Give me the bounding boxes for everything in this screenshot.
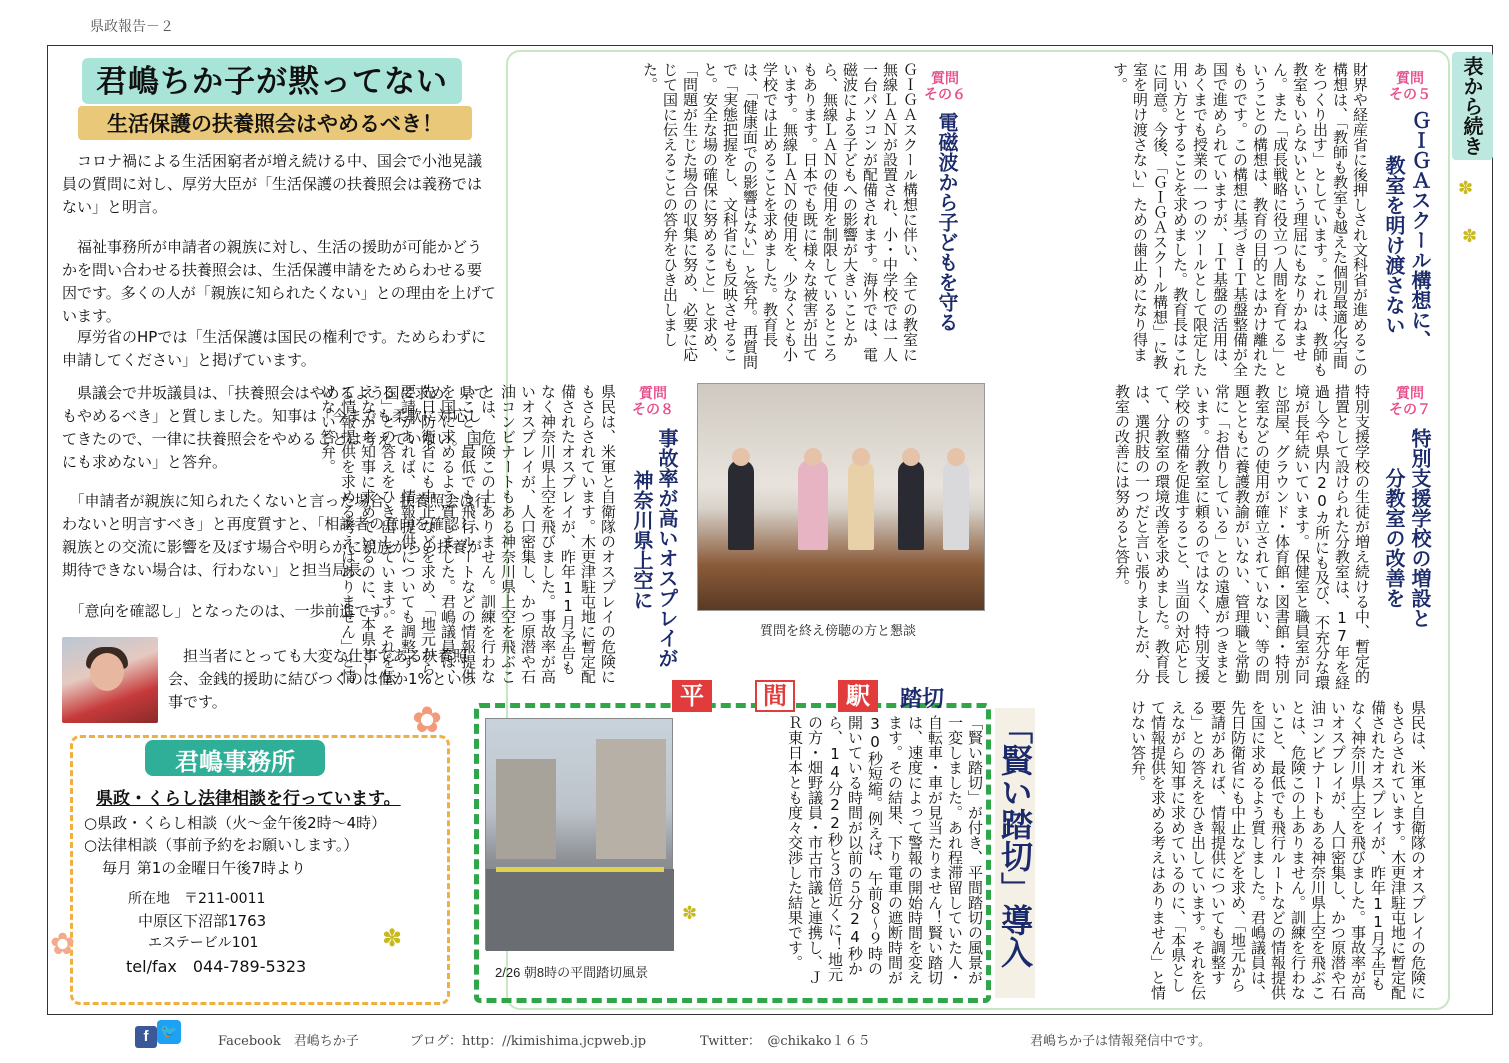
- crossing-label: 踏切: [900, 687, 945, 712]
- q8-body-part2: [1129, 700, 1428, 1000]
- photo-caption: 2/26 朝8時の平間踏切風景: [495, 965, 649, 980]
- question-badge: [917, 70, 973, 102]
- q5-body: 財界や経産省に後押しされ文科省が進めるこの構想は、「教師も教室も越えた個別最適化空間をつくり出す」としています。これは、教師も教室もいらないという理屈にもなりかねません。また「成長戦略に役立つ人間を育てる」ということの構想は、教育の目的とはかけ離れたものです。この構想に基づきＩＴ基盤整備が全国で進められていますが、ＩＴ基盤の活用は、あくまでも授業の一つのツールとして限定した用い方とすることを求めました。教育長はこれに同意。今後、「ＧＩＧＡスクール構想」に教室を明け渡さない」ための歯止めになり得ます。: [1111, 62, 1369, 377]
- question-badge: [1382, 385, 1438, 417]
- footer-note: 君嶋ちか子は情報発信中です。: [1030, 1033, 1211, 1048]
- q7-heading: 分教室の改善を: [1382, 468, 1406, 608]
- crossing-heading: 「賢い踏切」導入: [996, 712, 1034, 968]
- continued-tab: 表から続き: [1452, 52, 1493, 160]
- badge-label: 質問: [1396, 385, 1424, 401]
- sns-icons: [135, 1020, 185, 1050]
- footer-blog[interactable]: ブログ：http：//kimishima.jcpweb.jp: [410, 1034, 647, 1049]
- photo-caption: 質問を終え傍聴の方と懇談: [760, 623, 917, 638]
- page-title: 君嶋ちか子が黙ってない: [96, 64, 448, 100]
- office-title: 君嶋事務所: [175, 748, 295, 776]
- office-address: 中原区下沼部1763: [138, 912, 267, 930]
- page-label: 県政報告－２: [90, 19, 174, 35]
- footer-facebook[interactable]: Facebook 君嶋ちか子: [218, 1034, 359, 1049]
- office-address-label: 所在地 〒211-0011: [128, 891, 266, 907]
- office-address: エステービル101: [148, 935, 259, 951]
- q7-body: 特別支援学校の生徒が増え続ける中、暫定的措置として設けられた分教室は、17年を経過し今や県内20カ所にも及び、不充分な環境が長年続いています。保健室と職員室が同じ部屋、グラウンド・体育館・図書館・特別教室などの使用が確立されていない、等の問題とともに養護教諭がいない、管理職と常勤常に「お借りしている」との遠慮がつきまといます。分教室に頼るのではなく、特別支援学校の整備を促進すること、当面の対応として、分教室の環境改善を求めました。教育長は、選択肢の一つだと言い張りましたが、分教室の改善には努めると答弁。: [1113, 384, 1371, 690]
- dandelion-icon: ✽: [382, 924, 403, 952]
- paragraph: 厚労省のHPでは「生活保護は国民の権利です。ためらわずに申請してください」と掲げています。: [62, 328, 487, 369]
- office-line: 毎月 第1の金曜日午後7時より: [102, 859, 306, 877]
- q8-heading: 神奈川県上空に: [630, 470, 654, 610]
- office-tel: tel/fax 044-789-5323: [126, 957, 307, 976]
- page-subtitle: 生活保護の扶養照会はやめるべき！: [107, 112, 443, 136]
- q8-continued-text: 県民は、米軍と自衛隊のオスプレイの危険にもさらされています。木更津駐屯地に暫定配備されたオスプレイが、昨年11月予告もなく神奈川県上空を飛びました。事故率が高いオスプレイが、人口密集し、かつ原潜や石油コンビナートもある神奈川県上空を飛ぶことは、危険この上ありません。訓練を行わないこと、最低でも飛行ルートなどの情報提供を国に求めるよう質しました。君嶋議員は、先日防衛省にも中止などを求め、「地元から要請があれば、情報提供についても調整する」との答えをひき出しています。それを伝えながら知事に求めているのに、「本県として情報提供を求める考えはありません」と情けない答弁。: [1129, 700, 1427, 1000]
- badge-number: その８: [632, 401, 674, 417]
- candidate-photo: [62, 637, 158, 723]
- station-char: 駅: [838, 680, 878, 712]
- station-char: 間: [755, 680, 795, 712]
- q8-body-part1: 県民は、米軍と自衛隊のオスプレイの危険にもさらされています。木更津駐屯地に暫定配備されたオスプレイが、昨年11月予告もなく神奈川県上空を飛びました。事故率が高いオスプレイが、人口密集し、かつ原潜や石油コンビナートもある神奈川県上空を飛ぶことは、危険この上ありません。訓練を行わないこと、最低でも飛行ルートなどの情報提供を国に求めるよう質しました。君嶋議員は、先日防衛省にも中止などを求め、「地元から要請があれば、情報提供についても調整する」との答えをひき出しています。それを伝えながら知事に求めているのに、「本県として情報提供を求める考えはありません」と情けない答弁。: [319, 384, 617, 684]
- paragraph: 福祉事務所が申請者の親族に対し、生活の援助が可能かどうかを問い合わせる扶養照会は、生活保護申請をためらわせる要因です。多くの人が「親族に知られたくない」との理由を上げています。: [62, 238, 496, 325]
- question-badge: [625, 385, 681, 417]
- paragraph: 県議会で井坂議員は、「扶養照会はやめるよう国に求め、県でもやめるべき」と質しました。知事は「今までも柔軟に対応してきたので、一律に扶養照会をやめることは考えていない。国にも求めない」と答弁。: [62, 384, 489, 471]
- dandelion-icon: ✽: [682, 903, 698, 924]
- paragraph: 「申請者が親族に知られたくないと言った場合、扶養照会は行わないと明言すべき」と再度質すと、「相談者の意向を確認し、親族との交流に影響を及ぼす場合や明らかに親族からの扶養が期待できない場合は、行わない」と担当局長。: [62, 492, 490, 579]
- crossing-body: 「賢い踏切」が付き、平間踏切の風景が一変しました。あれ程滞留していた人・自転車・車が見当たりません！賢い踏切は、速度によって警報の開始時間を変えます。その結果、下り電車の遮断時間が30秒短縮。例えば、午前８～９時の開いている時間が以前の５分24秒から、14分22秒と３倍近くに！地元の方・畑野議員・市古市議と連携し、ＪＲ東日本とも度々交渉した結果です。: [786, 715, 984, 985]
- q8-heading: 事故率が高いオスプレイが: [655, 428, 679, 668]
- station-char: 平: [672, 680, 712, 712]
- dandelion-icon: ✽: [1458, 178, 1474, 199]
- footer-twitter[interactable]: Twitter： @chikako１６５: [700, 1034, 871, 1049]
- dandelion-icon: ✽: [1462, 226, 1478, 247]
- twitter-icon[interactable]: 🐦: [157, 1020, 181, 1044]
- question-badge: [1382, 70, 1438, 102]
- badge-number: その７: [1389, 401, 1431, 417]
- q7-heading: 特別支援学校の増設と: [1408, 428, 1432, 628]
- facebook-icon[interactable]: f: [135, 1026, 157, 1048]
- paragraph: 「意向を確認し」となったのは、一歩前進です。: [62, 602, 399, 620]
- badge-label: 質問: [931, 70, 959, 86]
- meeting-photo: [697, 383, 985, 611]
- q5-heading: ＧＩＧＡスクール構想に、: [1408, 110, 1432, 350]
- office-line: ○県政・くらし相談（火～金午後2時～4時）: [84, 814, 387, 832]
- q5-heading: 教室を明け渡さない: [1382, 155, 1406, 335]
- badge-label: 質問: [639, 385, 667, 401]
- paragraph: 担当者にとっても大変な仕事である扶養照会、金銭的援助に結びつくのは僅か1%という事です。: [168, 647, 477, 711]
- flower-icon: ✿: [412, 700, 443, 741]
- crossing-photo: [485, 718, 673, 950]
- office-headline: 県政・くらし法律相談を行っています。: [96, 789, 401, 809]
- office-line: ○法律相談（事前予約をお願いします。）: [84, 836, 359, 854]
- badge-label: 質問: [1396, 70, 1424, 86]
- flower-icon: ✿: [50, 927, 76, 962]
- badge-number: その６: [924, 86, 966, 102]
- q6-heading: 電磁波から子どもを守る: [935, 112, 959, 332]
- paragraph: コロナ禍による生活困窮者が増え続ける中、国会で小池晃議員の質問に対し、厚労大臣が「生活保護の扶養照会は義務ではない」と明言。: [62, 152, 483, 216]
- badge-number: その５: [1389, 86, 1431, 102]
- q6-body: ＧＩＧＡスクール構想に伴い、全ての教室に無線ＬＡＮが設置され、小・中学校では一人一台パソコンが配備されます。海外では、電磁波による子どもへの影響が大きいことから、無線ＬＡＮの使用を制限しているところもあります。日本でも既に様々な被害が出ています。無線ＬＡＮの使用を、少なくとも小学校では止めることを求めました。教育長は、「健康面での影響はない」と答弁。再質問で「実態把握をし、文科省にも反映させること。安全な場の確保に努めること」と求め、「問題が生じた場合の収集に努め、必要に応じて国に伝えることの答弁をひき出しました。: [641, 62, 919, 370]
